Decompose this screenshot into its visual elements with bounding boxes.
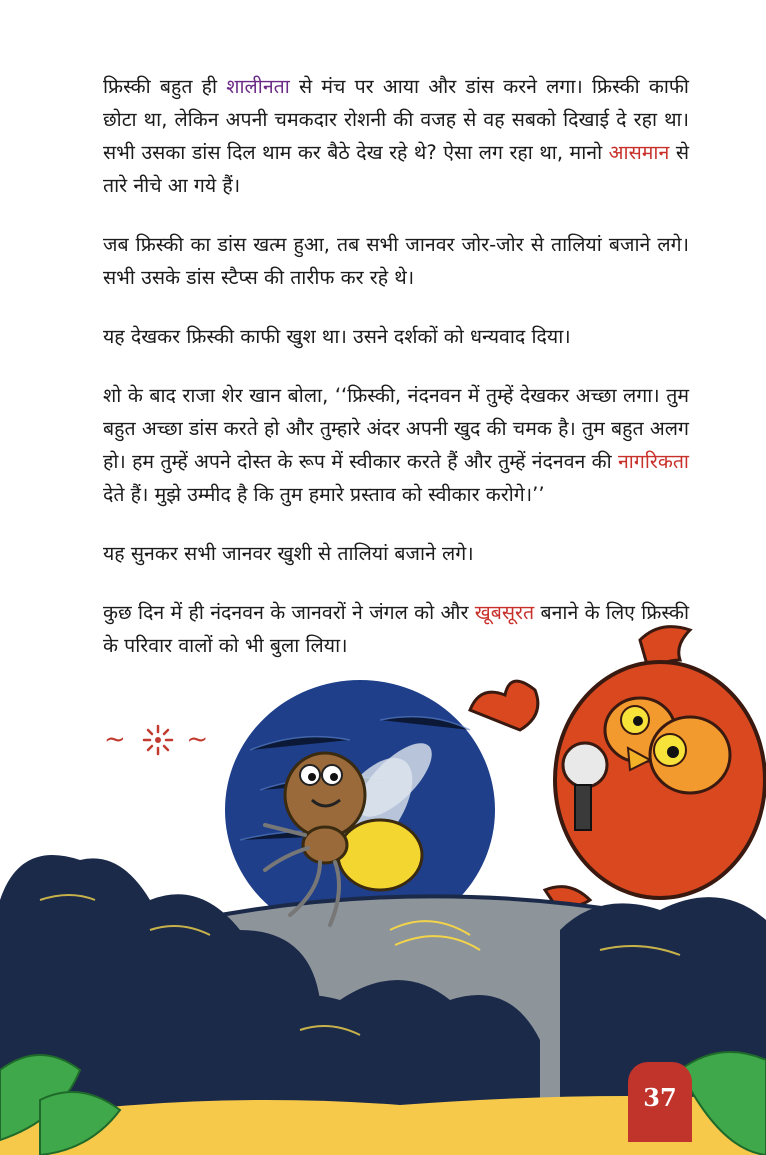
paragraph bbox=[103, 320, 689, 353]
highlighted-word: आसमान bbox=[608, 141, 670, 164]
paragraph bbox=[103, 228, 689, 294]
text-segment: यह सुनकर सभी जानवर खुशी से तालियां बजाने लगे। bbox=[103, 542, 474, 565]
highlighted-word: नागरिकता bbox=[617, 450, 689, 473]
highlighted-word: खूबसूरत bbox=[474, 601, 535, 624]
paragraph bbox=[103, 379, 689, 511]
text-segment: जब फ्रिस्की का डांस खत्म हुआ, तब सभी जानवर जोर-जोर से तालियां बजाने लगे। सभी उसके डांस स्टैप्स की तारीफ कर रहे थे। bbox=[103, 233, 689, 289]
tilde-left: ~ bbox=[104, 724, 130, 755]
text-segment: शो के बाद राजा शेर खान बोला, ‘‘फ्रिस्की, नंदनवन में तुम्हें देखकर अच्छा लगा। तुम बहुत अच्छा डांस करते हो और तुम्हारे अंदर अपनी खुद की चमक है। तुम बहुत अलग हो। हम तुम्हें अपने दोस्त के रूप में स्वीकार करते हैं और तुम्हें नंदनवन की bbox=[103, 384, 689, 473]
paragraph bbox=[103, 537, 689, 570]
story-text bbox=[103, 70, 689, 688]
text-segment: फ्रिस्की बहुत ही bbox=[103, 75, 227, 98]
text-segment: बनाने के लिए फ्रिस्की के परिवार वालों को भी बुला लिया। bbox=[103, 601, 689, 657]
owl-character bbox=[470, 627, 765, 907]
text-segment: से तारे नीचे आ गये हैं। bbox=[103, 141, 690, 197]
text-segment: देते हैं। मुझे उम्मीद है कि तुम हमारे प्रस्ताव को स्वीकार करोगे।’’ bbox=[103, 483, 545, 506]
highlighted-word: शालीनता bbox=[226, 75, 290, 98]
tilde-right: ~ bbox=[186, 724, 213, 755]
text-segment: से मंच पर आया और डांस करने लगा। फ्रिस्की काफी छोटा था, लेकिन अपनी चमकदार रोशनी की वजह से वह सबको दिखाई दे रहा था। सभी उसका डांस दिल थाम कर बैठे देख रहे थे? ऐसा लग रहा था, मानो bbox=[103, 75, 689, 164]
text-segment: कुछ दिन में ही नंदनवन के जानवरों ने जंगल को और bbox=[103, 601, 475, 624]
page-number: 37 bbox=[628, 1062, 692, 1142]
paragraph bbox=[103, 70, 689, 202]
text-segment: यह देखकर फ्रिस्की काफी खुश था। उसने दर्शकों को धन्यवाद दिया। bbox=[103, 325, 571, 348]
